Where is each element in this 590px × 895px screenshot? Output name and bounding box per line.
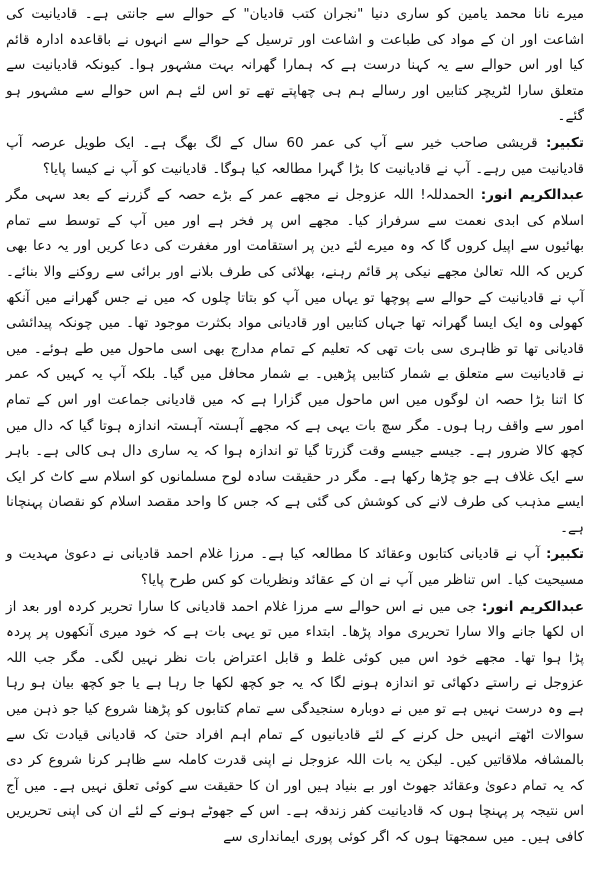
paragraph-text: قریشی صاحب خیر سے آپ کی عمر 60 سال کے لگ بھگ ہے۔ ایک طویل عرصہ آپ قادیانیت میں رہے۔ آپ نے قادیانیت کا بڑا گہرا مطالعہ کیا ہوگا۔ قادیانیت کو آپ نے کیسا پایا؟ <box>6 134 584 177</box>
paragraph-text: الحمدللہ! اللہ عزوجل نے مجھے عمر کے بڑے حصہ کے گزرنے کے بعد سہی مگر اسلام کی ابدی نعمت سے سرفراز کیا۔ مجھے اس پر فخر ہے اور میں آپ کے توسط سے تمام بھائیوں سے اپیل کروں گا کہ وہ میرے لئے دین پر استقامت اور مغفرت کی دعا کریں اور یہ دعا بھی کریں کہ اللہ تعالیٰ مجھے نیکی پر قائم رہنے، بھلائی کی طرف بلانے اور برائی سے روکنے والا بنائے۔ آپ نے قادیانیت کے حوالے سے پوچھا تو یہاں میں آپ کو بتاتا چلوں کہ میں نے جس گھرانے میں آنکھ کھولی وہ ایک ایسا گھرانہ تھا جہاں کتابیں اور قادیانی مواد بکثرت موجود تھا۔ میں چونکہ پیدائشی قادیانی تھا تو ظاہری سی بات تھی کہ تعلیم کے تمام مدارج بھی اسی ماحول میں طے ہوئے۔ میں نے قادیانیت سے متعلق بے شمار کتابیں پڑھیں۔ بے شمار محافل میں گیا۔ بلکہ آپ یہ کہیں کہ عمر کا اتنا بڑا حصہ ان لوگوں میں اس ماحول میں گزارا ہے کہ میں قادیانی جماعت اور اس کے تمام امور سے واقف رہا ہوں۔ مگر سچ بات یہی ہے کہ مجھے آہستہ آہستہ اندازہ ہوتا گیا کہ دال میں کچھ کالا ضرور ہے۔ جیسے جیسے وقت گزرتا گیا تو اندازہ ہوا کہ یہ ساری دال ہی کالی ہے۔ باہر سے ایک غلاف ہے جو چڑھا رکھا ہے۔ مگر در حقیقت سادہ لوح مسلمانوں کو اسلام سے کاٹ کر ایک ایسے مذہب کی طرف لانے کی کوشش کی گئی ہے کہ جس کا واحد مقصد اسلام کو نقصان پہنچانا ہے۔ <box>6 187 584 536</box>
paragraph-3 <box>6 183 584 541</box>
speaker-label: عبدالکریم انور: <box>481 598 585 615</box>
paragraph-2 <box>6 131 584 182</box>
paragraph-1 <box>6 2 584 130</box>
speaker-label: تکبیر: <box>545 134 584 151</box>
paragraph-text: میرے نانا محمد یامین کو ساری دنیا "نجران کتب قادیان" کے حوالے سے جانتی ہے۔ قادیانیت کی اشاعت اور ان کے مواد کی طباعت و اشاعت اور ترسیل کے حوالے سے انہوں نے باقاعدہ ادارہ قائم کیا اور اس حوالے سے یہ کہنا درست ہے کہ ہمارا گھرانہ بہت مشہور ہوا۔ کیونکہ قادیانیت سے متعلق سارا لٹریچر کتابیں اور رسالے ہم ہی چھاپتے تھے تو اس لئے ہم اس حوالے سے مشہور ہو گئے۔ <box>6 6 584 125</box>
paragraph-text: آپ نے قادیانی کتابوں وعقائد کا مطالعہ کیا ہے۔ مرزا غلام احمد قادیانی نے دعویٰ مہدیت و مسیحیت کیا۔ اس تناظر میں آپ نے ان کے عقائد ونظریات کو کس طرح پایا؟ <box>6 546 584 589</box>
paragraph-4 <box>6 542 584 593</box>
paragraph-5 <box>6 595 584 851</box>
speaker-label: عبدالکریم انور: <box>480 187 584 204</box>
speaker-label: تکبیر: <box>545 546 584 563</box>
paragraph-text: جی میں نے اس حوالے سے مرزا غلام احمد قادیانی کا سارا تحریر کردہ اور بعد از اں لکھا جانے والا سارا تحریری مواد پڑھا۔ ابتداء میں تو یہی بات ہے کہ خود میری آنکھوں پر پردہ پڑا ہوا تھا۔ مجھے خود اس میں کوئی غلط و قابل اعتراض بات نظر نہیں لگی۔ مگر جب اللہ عزوجل نے راستے دکھائی تو اندازہ ہونے لگا کہ یہ جو کچھ لکھا جا رہا ہے یا جو کچھ بیان ہو رہا ہے وہ درست نہیں ہے تو میں نے دوبارہ سنجیدگی سے تمام کتابوں کو پڑھنا شروع کیا جو ذہن میں سوالات اٹھتے انہیں حل کرنے کے لئے قادیانیوں کے تمام اہم افراد حتیٰ کہ قادیانی قیادت تک سے بالمشافہ ملاقاتیں کیں۔ لیکن یہ بات اللہ عزوجل نے اپنی قدرت کاملہ سے ظاہر کرنا شروع کر دی کہ یہ تمام دعویٰ وعقائد جھوٹ اور بے بنیاد ہیں اور ان کا حقیقت سے کوئی تعلق نہیں ہے۔ میں آج اس نتیجہ پر پہنچا ہوں کہ قادیانیت کفر زندقہ ہے۔ اس کے جھوٹے ہونے کے لئے ان کی اپنی تحریریں کافی ہیں۔ میں سمجھتا ہوں کہ اگر کوئی پوری ایمانداری سے <box>6 598 584 845</box>
